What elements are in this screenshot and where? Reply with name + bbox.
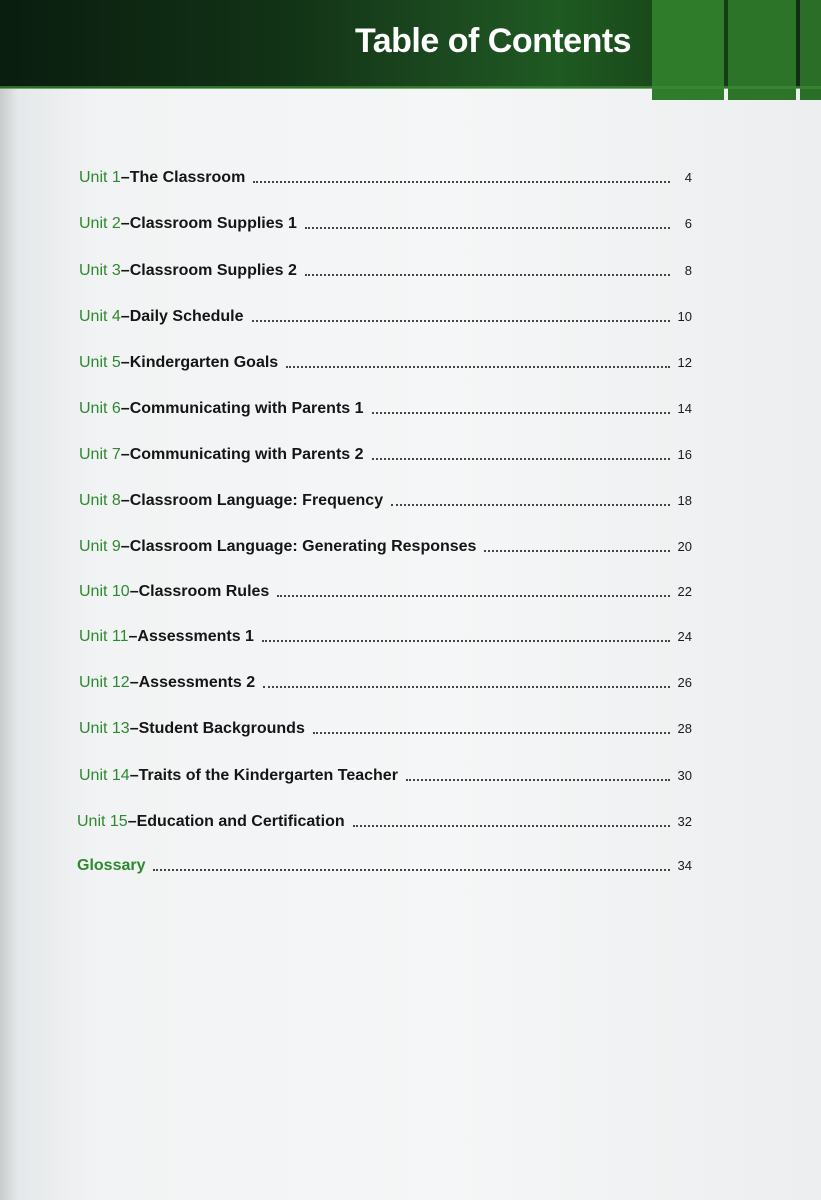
toc-entry[interactable]: [79, 262, 692, 280]
page-number: 20: [677, 539, 692, 554]
toc-entry[interactable]: [79, 583, 692, 601]
page-number: 32: [677, 814, 692, 829]
dot-leader: [391, 504, 670, 506]
separator: –: [120, 308, 130, 325]
unit-title: The Classroom: [129, 169, 246, 186]
unit-title: Kindergarten Goals: [129, 354, 279, 371]
separator: –: [129, 583, 139, 600]
unit-title: Assessments 2: [138, 674, 256, 691]
separator: –: [129, 720, 139, 737]
unit-title: Classroom Language: Frequency: [129, 492, 384, 509]
unit-number: Unit 10: [79, 583, 130, 600]
page-number: 26: [677, 675, 692, 690]
unit-number: Unit 7: [79, 446, 121, 463]
dot-leader: [286, 366, 670, 368]
unit-number: Unit 1: [79, 169, 121, 186]
page-number: 4: [684, 170, 692, 185]
toc-entry[interactable]: [77, 813, 692, 831]
dot-leader: [484, 550, 670, 552]
dot-leader: [262, 640, 670, 642]
toc-entry[interactable]: [79, 446, 692, 464]
separator: –: [120, 215, 130, 232]
unit-number: Unit 4: [79, 308, 121, 325]
dot-leader: [252, 320, 670, 322]
glossary-label: Glossary: [77, 857, 146, 874]
unit-title: Classroom Rules: [138, 583, 270, 600]
dot-leader: [263, 686, 670, 688]
separator: –: [127, 813, 137, 830]
unit-title: Education and Certification: [136, 813, 345, 830]
separator: –: [128, 628, 138, 645]
page-number: 6: [684, 216, 692, 231]
page-number: 30: [677, 768, 692, 783]
dot-leader: [372, 458, 670, 460]
separator: –: [120, 446, 130, 463]
separator: –: [129, 674, 139, 691]
page-number: 12: [677, 355, 692, 370]
toc-entry[interactable]: [79, 215, 692, 233]
unit-number: Unit 14: [79, 767, 130, 784]
toc-entry[interactable]: [79, 492, 692, 510]
separator: –: [120, 492, 130, 509]
dot-leader: [313, 732, 670, 734]
unit-number: Unit 9: [79, 538, 121, 555]
separator: –: [120, 400, 130, 417]
unit-number: Unit 15: [77, 813, 128, 830]
unit-number: Unit 12: [79, 674, 130, 691]
toc-glossary[interactable]: [77, 857, 692, 875]
page-number: 8: [684, 263, 692, 278]
page-number: 16: [677, 447, 692, 462]
unit-title: Traits of the Kindergarten Teacher: [138, 767, 398, 784]
dot-leader: [353, 825, 670, 827]
page-number: 10: [677, 309, 692, 324]
unit-number: Unit 13: [79, 720, 130, 737]
unit-title: Classroom Supplies 2: [129, 262, 297, 279]
toc-entry[interactable]: [79, 169, 692, 187]
page-title: Table of Contents: [355, 22, 632, 60]
page-number: 14: [677, 401, 692, 416]
unit-number: Unit 2: [79, 215, 121, 232]
unit-title: Communicating with Parents 2: [129, 446, 364, 463]
separator: –: [120, 538, 130, 555]
unit-number: Unit 8: [79, 492, 121, 509]
separator: –: [120, 262, 130, 279]
toc-entry[interactable]: [79, 400, 692, 418]
unit-number: Unit 5: [79, 354, 121, 371]
unit-title: Student Backgrounds: [138, 720, 305, 737]
toc-entry[interactable]: [79, 720, 692, 738]
unit-title: Assessments 1: [137, 628, 254, 645]
unit-title: Classroom Language: Generating Responses: [129, 538, 477, 555]
toc-entry[interactable]: [79, 538, 692, 556]
dot-leader: [277, 595, 670, 597]
separator: –: [120, 169, 130, 186]
page-number: 24: [677, 629, 692, 644]
page-number: 28: [677, 721, 692, 736]
dot-leader: [305, 227, 670, 229]
unit-title: Classroom Supplies 1: [129, 215, 297, 232]
dot-leader: [253, 181, 670, 183]
separator: –: [129, 767, 139, 784]
toc-entry[interactable]: [79, 767, 692, 785]
toc-entry[interactable]: [79, 354, 692, 372]
unit-number: Unit 11: [79, 628, 129, 645]
toc-entry[interactable]: [79, 628, 692, 646]
unit-title: Daily Schedule: [129, 308, 244, 325]
page-number: 18: [677, 493, 692, 508]
toc-entry[interactable]: [79, 308, 692, 326]
page-number: 22: [677, 584, 692, 599]
unit-number: Unit 6: [79, 400, 121, 417]
page-number: 34: [677, 858, 692, 873]
unit-title: Communicating with Parents 1: [129, 400, 364, 417]
dot-leader: [406, 779, 670, 781]
dot-leader: [372, 412, 670, 414]
dot-leader: [305, 274, 670, 276]
dot-leader: [153, 869, 670, 871]
separator: –: [120, 354, 130, 371]
unit-number: Unit 3: [79, 262, 121, 279]
toc-entry[interactable]: [79, 674, 692, 692]
